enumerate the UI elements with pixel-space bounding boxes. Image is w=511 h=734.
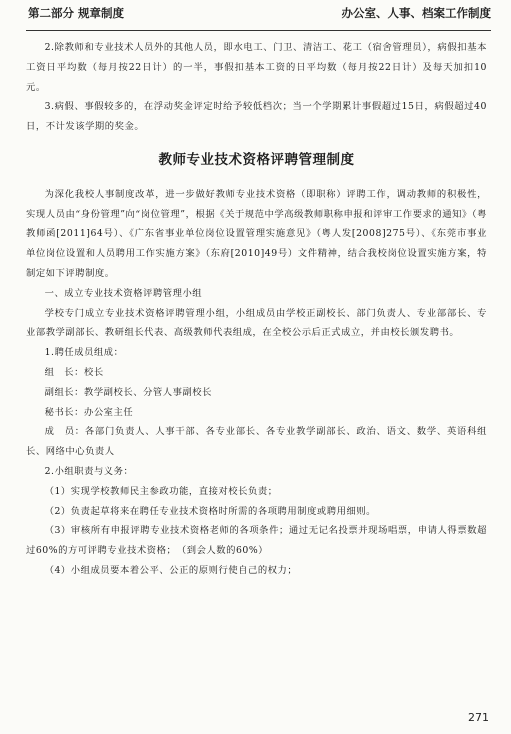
running-header [0, 0, 511, 26]
list-item: （4）小组成员要本着公平、公正的原则行使自己的权力； [44, 564, 298, 576]
page-number: 271 [468, 711, 489, 724]
list-item: （3）审核所有申报评聘专业技术资格老师的各项条件；通过无记名投票并现场唱票，申请人得票数超过60%的方可评聘专业技术资格； （到会人数的60%） [26, 525, 487, 557]
subheading: 一、成立专业技术资格评聘管理小组 [44, 287, 203, 299]
paragraph: 2.除教师和专业技术人员外的其他人员，即水电工、门卫、清洁工、花工（宿舍管理员），病假扣基本工资日平均数（每月按22日计）的一半，事假扣基本工资的日平均数（每月按22日计）及每天加扣10元。 [26, 42, 487, 93]
page-body [26, 38, 487, 581]
paragraph: 为深化我校人事制度改革，进一步做好教师专业技术资格（即职称）评聘工作，调动教师的积极性，实现人员由“身份管理”向“岗位管理”，根据《关于规范中学高级教师职称申报和评审工作要求的通知》（粤教师函[2011]64号）、《广东省事业单位岗位设置管理实施意见》（粤人发[2008]275号）、《东莞市事业单位岗位设置和人员聘用工作实施方案》（东府[2010]49号）文件精神，结合我校岗位设置实施方案，特制定如下评聘制度。 [26, 188, 487, 279]
list-heading: 1.聘任成员组成： [44, 347, 124, 359]
list-item: 秘书长：办公室主任 [44, 406, 134, 418]
paragraph: 3.病假、事假较多的，在浮动奖金评定时给予较低档次；当一个学期累计事假超过15日，病假超过40日，不计发该学期的奖金。 [26, 101, 487, 133]
header-divider [26, 30, 491, 31]
paragraph: 学校专门成立专业技术资格评聘管理小组，小组成员由学校正副校长、部门负责人、专业部部长、专业部教学副部长、教研组长代表、高级教师代表组成，在全校公示后正式成立，并由校长颁发聘书。 [26, 307, 487, 339]
list-item: 成 员：各部门负责人、人事干部、各专业部长、各专业教学副部长、政治、语文、数学、英语科组长、网络中心负责人 [26, 426, 487, 458]
list-item: 组 长：校长 [44, 366, 104, 378]
list-heading: 2.小组职责与义务： [44, 465, 134, 477]
list-item: （2）负责起草将来在聘任专业技术资格时所需的各项聘用制度或聘用细则。 [44, 505, 377, 517]
header-left: 第二部分 规章制度 [28, 6, 125, 20]
header-right: 办公室、人事、档案工作制度 [341, 6, 491, 20]
section-title: 教师专业技术资格评聘管理制度 [158, 151, 355, 168]
list-item: 副组长：教学副校长、分管人事副校长 [44, 386, 212, 398]
list-item: （1）实现学校教师民主参政功能，直接对校长负责； [44, 485, 278, 497]
